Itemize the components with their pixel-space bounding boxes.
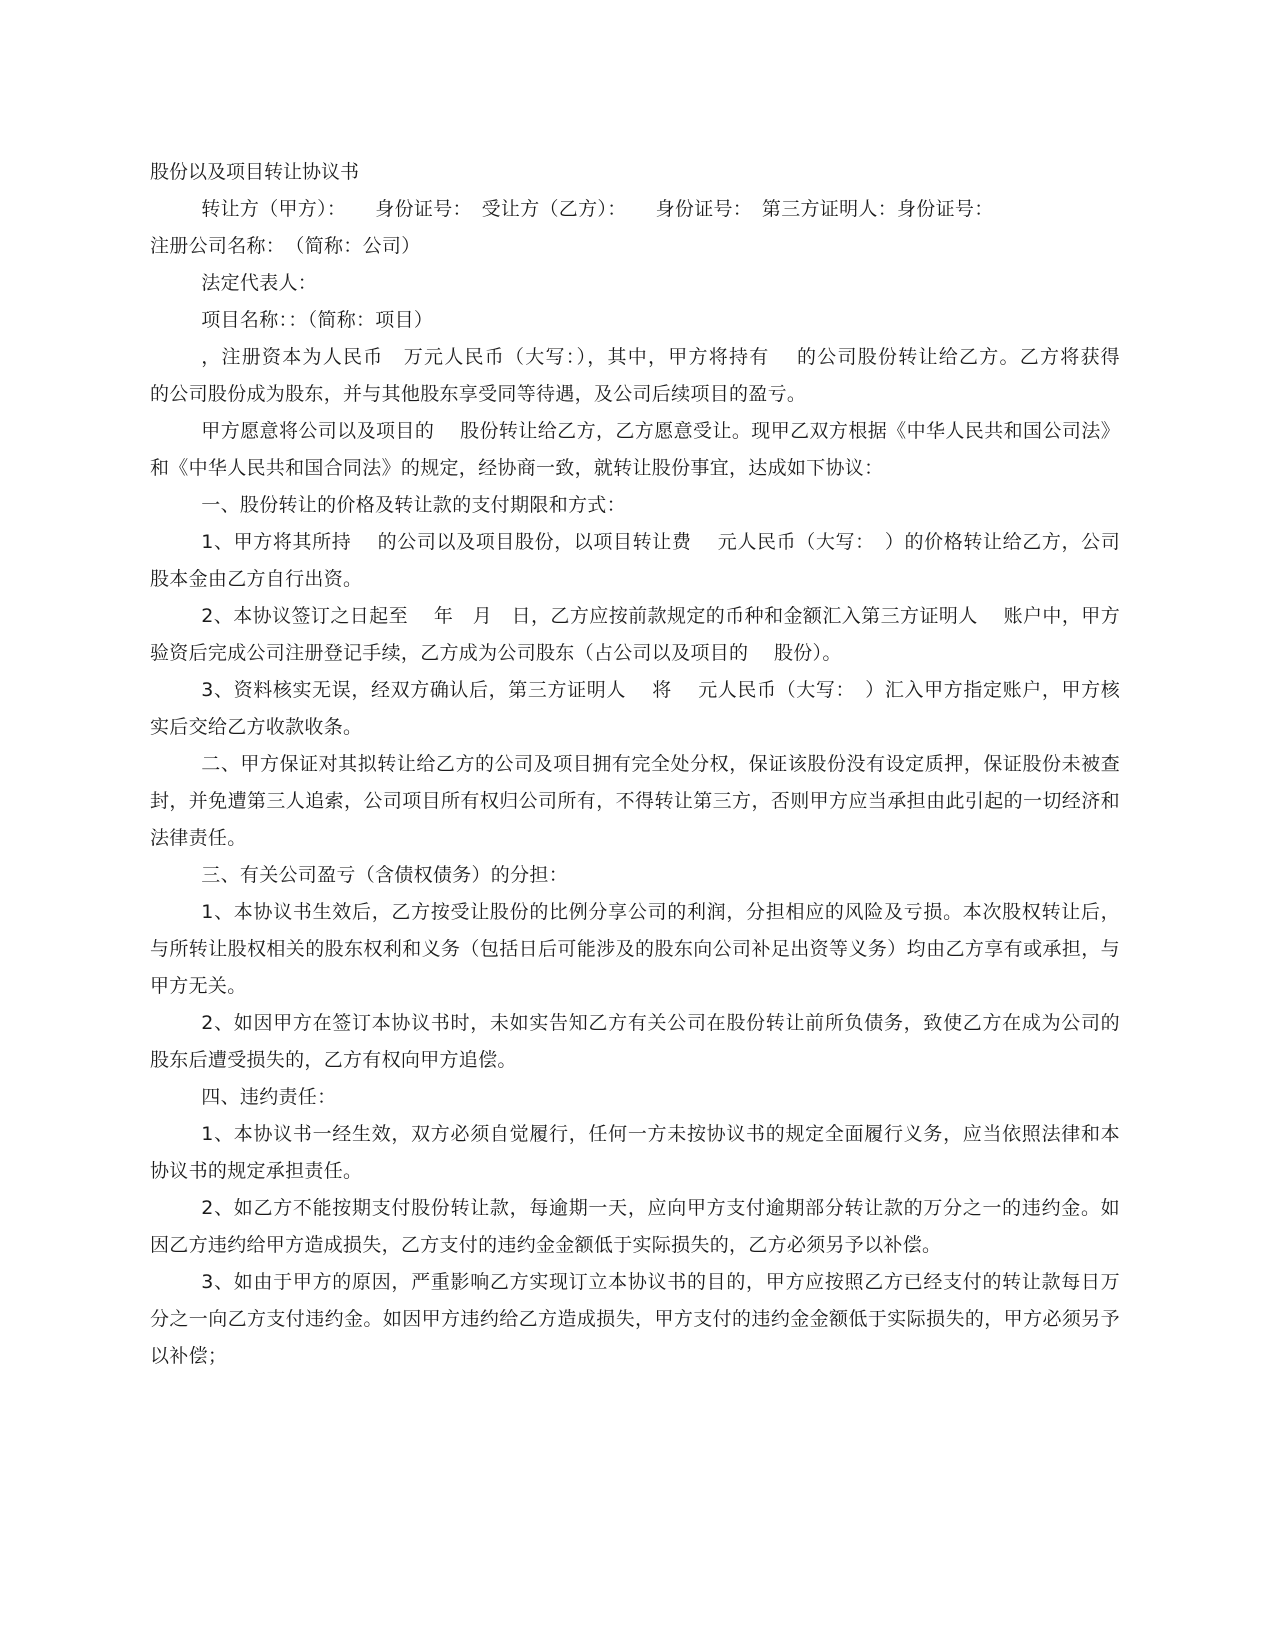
section-1-clause-3: 3、资料核实无误，经双方确认后，第三方证明人 将 元人民币（大写： ）汇入甲方指定账户，甲方核实后交给乙方收款收条。: [150, 679, 1120, 738]
section-4-clause-1: 1、本协议书一经生效，双方必须自觉履行，任何一方未按协议书的规定全面履行义务，应当依照法律和本协议书的规定承担责任。: [150, 1123, 1120, 1182]
section-4-heading: 四、违约责任：: [201, 1086, 337, 1108]
registered-capital-paragraph: ，注册资本为人民币 万元人民币（大写：），其中，甲方将持有 的公司股份转让给乙方。乙方将获得 的公司股份成为股东，并与其他股东享受同等待遇，及公司后续项目的盈亏。: [150, 346, 1146, 405]
section-4-clause-3: 3、如由于甲方的原因，严重影响乙方实现订立本协议书的目的，甲方应按照乙方已经支付的转让款每日万分之一向乙方支付违约金。如因甲方违约给乙方造成损失，甲方支付的违约金金额低于实际损失的，甲方必须另予以补偿；: [150, 1271, 1120, 1367]
section-2-paragraph: 二、甲方保证对其拟转让给乙方的公司及项目拥有完全处分权，保证该股份没有设定质押，保证股份未被查封，并免遭第三人追索，公司项目所有权归公司所有，不得转让第三方，否则甲方应当承担由此引起的一切经济和法律责任。: [150, 753, 1120, 849]
company-name-line: 注册公司名称： （简称：公司）: [150, 235, 421, 257]
project-name-line: 项目名称：：（简称：项目）: [201, 309, 434, 331]
section-1-heading: 一、股份转让的价格及转让款的支付期限和方式：: [201, 494, 626, 516]
section-3-clause-2: 2、如因甲方在签订本协议书时，未如实告知乙方有关公司在股份转让前所负债务，致使乙方在成为公司的股东后遭受损失的，乙方有权向甲方追偿。: [150, 1012, 1120, 1071]
section-3-heading: 三、有关公司盈亏（含债权债务）的分担：: [201, 864, 568, 886]
section-3-clause-1: 1、本协议书生效后，乙方按受让股份的比例分享公司的利润，分担相应的风险及亏损。本次股权转让后，与所转让股权相关的股东权利和义务（包括日后可能涉及的股东向公司补足出资等义务）均由乙方享有或承担，与甲方无关。: [150, 901, 1120, 997]
parties-line: 转让方（甲方）： 身份证号： 受让方（乙方）： 身份证号： 第三方证明人：身份证号：: [201, 198, 994, 220]
document-page: [150, 154, 1146, 1375]
legal-representative-line: 法定代表人：: [201, 272, 318, 294]
section-1-clause-1: 1、甲方将其所持 的公司以及项目股份，以项目转让费 元人民币（大写： ）的价格转让给乙方，公司 股本金由乙方自行出资。: [150, 531, 1146, 590]
agreement-intro-paragraph: 甲方愿意将公司以及项目的 股份转让给乙方，乙方愿意受让。现甲乙双方根据《中华人民共和国公司法》和《中华人民共和国合同法》的规定，经协商一致，就转让股份事宜，达成如下协议：: [150, 420, 1120, 479]
section-1-clause-2: 2、本协议签订之日起至 年 月 日，乙方应按前款规定的币种和金额汇入第三方证明人 账户中，甲方验资后完成公司注册登记手续，乙方成为公司股东（占公司以及项目的 股份）。: [150, 605, 1120, 664]
section-4-clause-2: 2、如乙方不能按期支付股份转让款，每逾期一天，应向甲方支付逾期部分转让款的万分之一的违约金。如因乙方违约给甲方造成损失，乙方支付的违约金金额低于实际损失的，乙方必须另予以补偿。: [150, 1197, 1120, 1256]
document-title: 股份以及项目转让协议书: [150, 161, 360, 183]
